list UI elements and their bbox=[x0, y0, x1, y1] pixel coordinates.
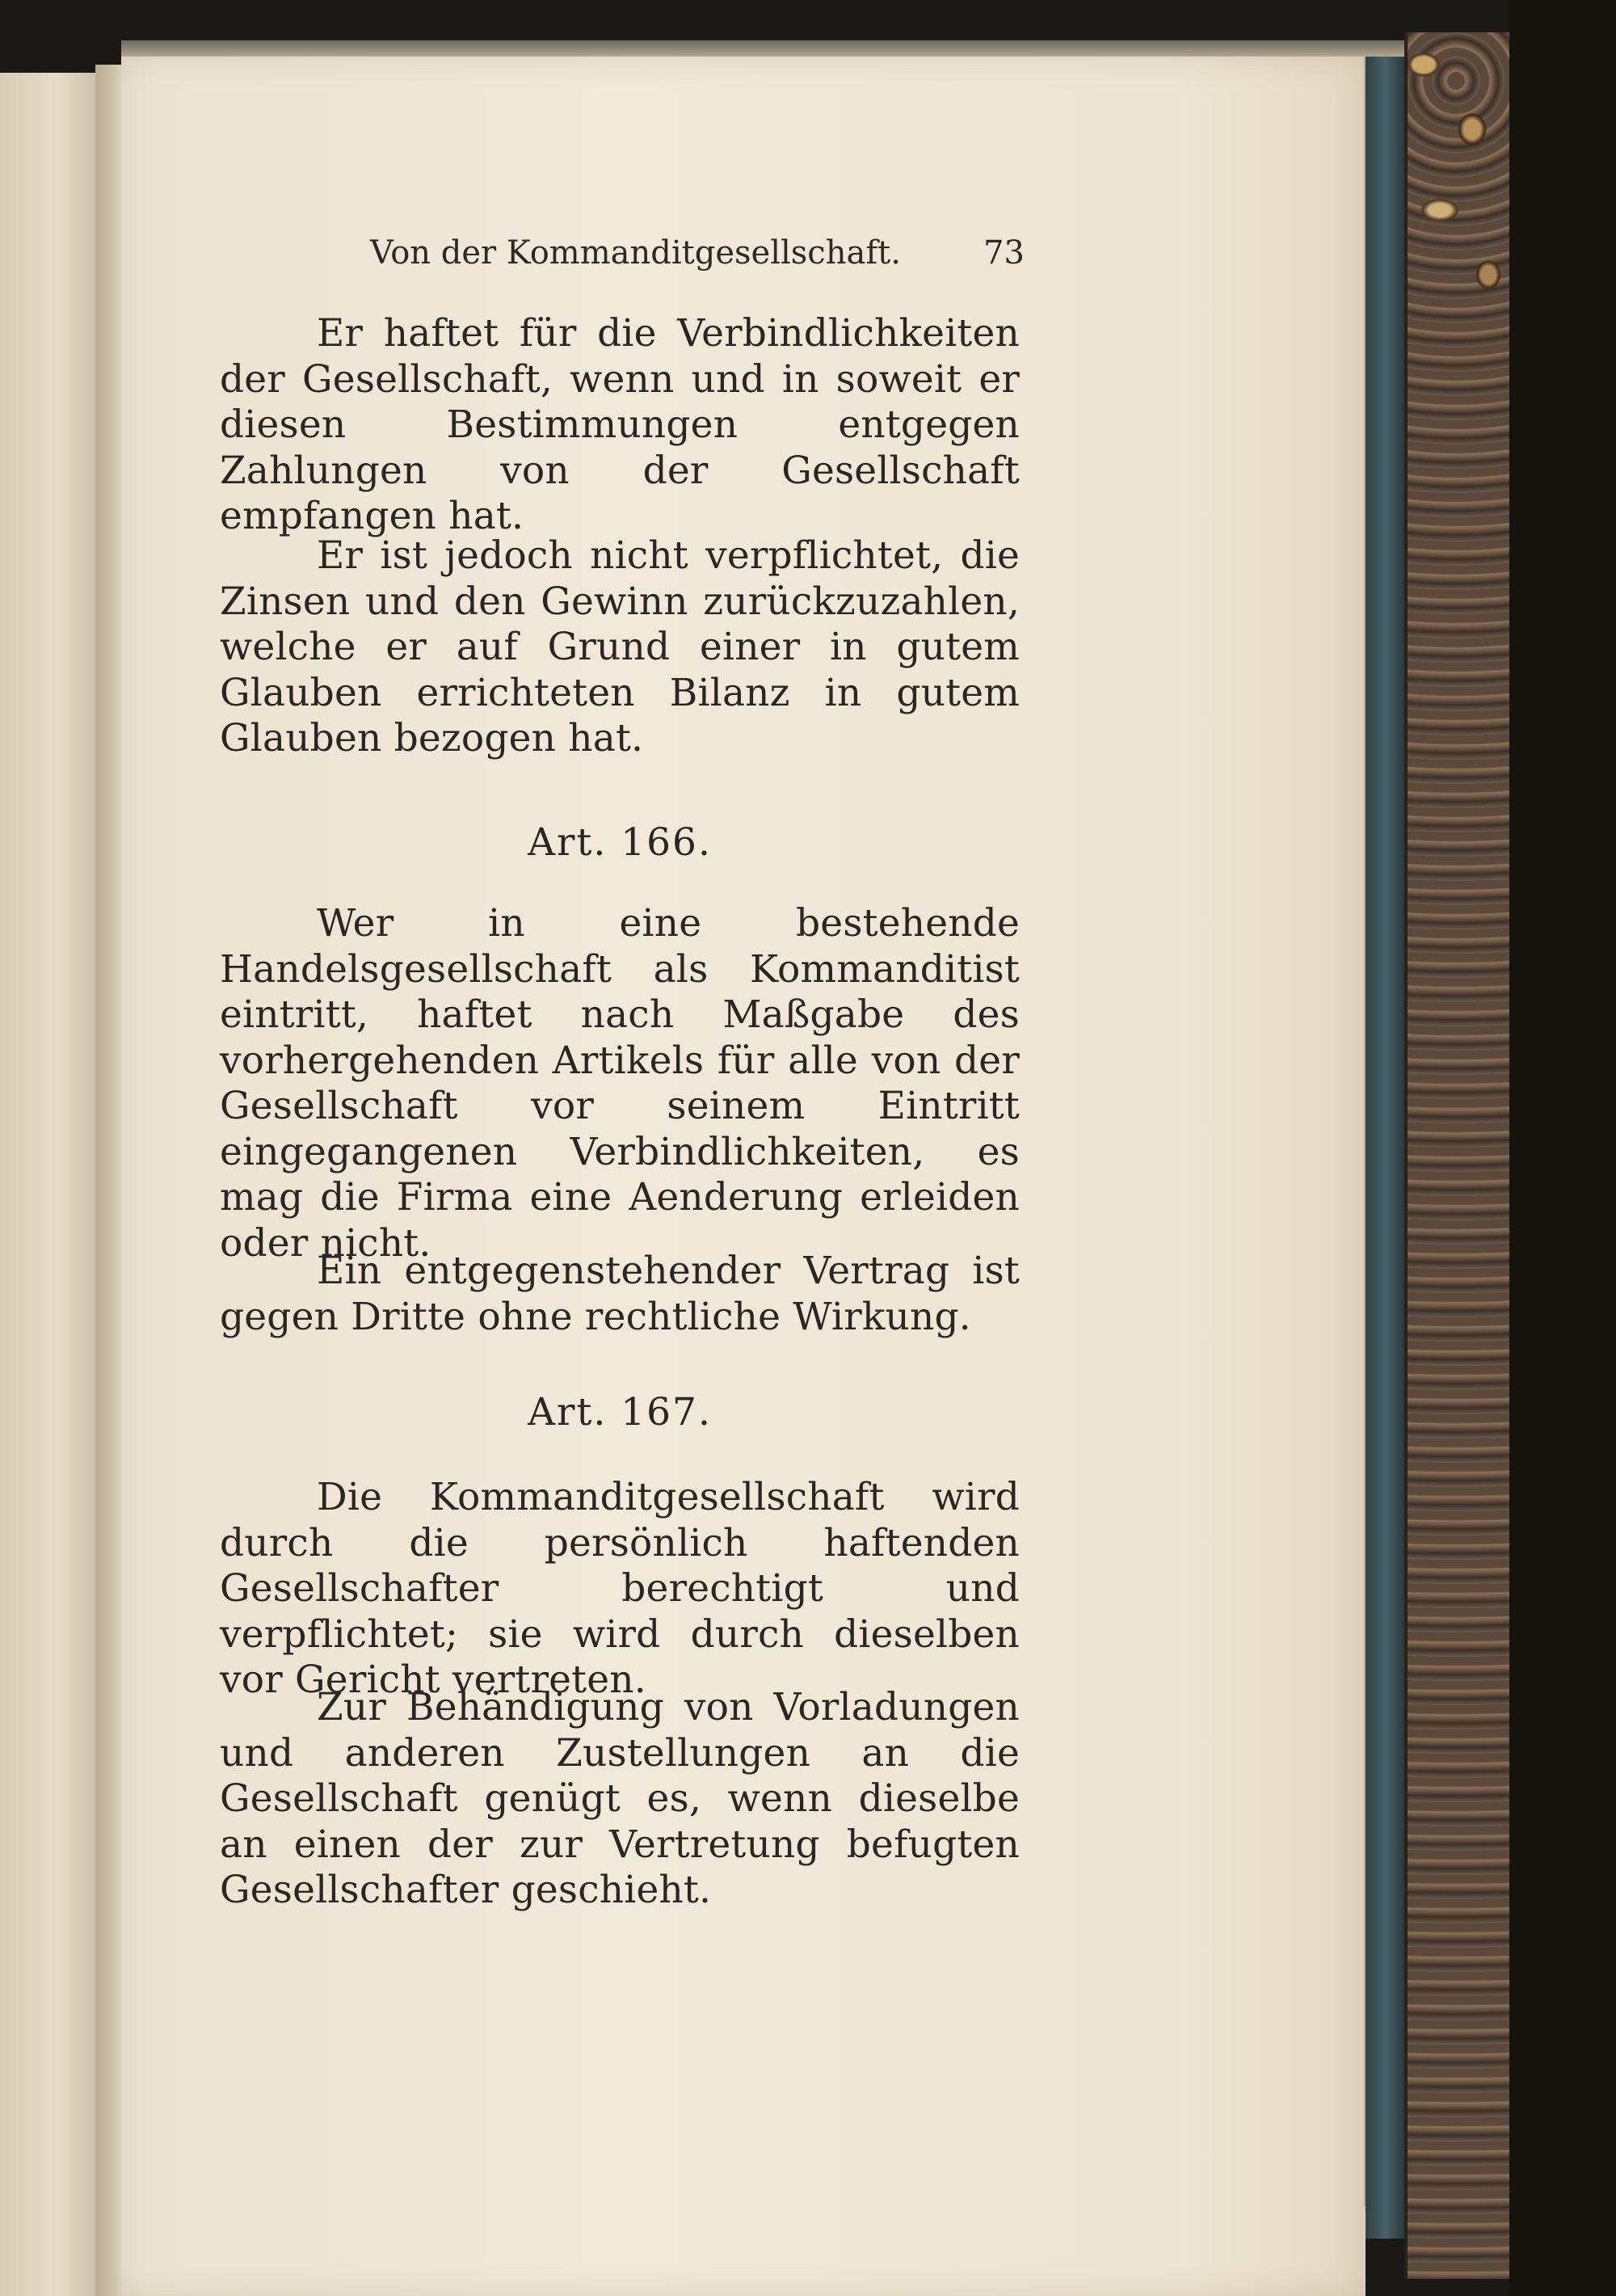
page-number: 73 bbox=[983, 234, 1025, 272]
running-head bbox=[370, 234, 1025, 283]
paragraph-interest-exemption: Er ist jedoch nicht verpflichtet, die Zinsen und den Gewinn zurückzuzahlen, welche er auf Grund einer in gutem Glauben errichteten Bilanz in gutem Glauben bezogen hat. bbox=[220, 533, 1020, 760]
background-shadow bbox=[1509, 0, 1616, 2296]
article-heading-166: Art. 166. bbox=[528, 820, 712, 865]
paragraph-representation: Die Kommanditgesellschaft wird durch die persönlich haftenden Gesellschafter berechtigt und verpflichtet; sie wird durch dieselben vor Gericht vertreten. bbox=[220, 1475, 1020, 1702]
marbled-cover bbox=[1404, 32, 1513, 2279]
paragraph-service-of-process: Zur Behändigung von Vorladungen und anderen Zustellungen an die Gesellschaft genügt es, wenn dieselbe an einen der zur Vertretung befugten Gesellschafter geschieht. bbox=[220, 1685, 1020, 1912]
paragraph-contrary-contract: Ein entgegenstehender Vertrag ist gegen Dritte ohne rechtliche Wirkung. bbox=[220, 1249, 1020, 1339]
paragraph-entering-partner: Wer in eine bestehende Handelsgesellschaft als Kommanditist eintritt, haftet nach Maßgabe des vorhergehenden Artikels für alle von der Gesellschaft vor seinem Eintritt eingegangenen Verbindlichkeiten, es mag die Firma eine Aenderung erleiden oder nicht. bbox=[220, 901, 1020, 1266]
cover-board-edge bbox=[1366, 57, 1404, 2239]
paragraph-liability: Er haftet für die Verbindlichkeiten der Gesellschaft, wenn und in soweit er diesen Bestimmungen entgegen Zahlungen von der Gesellschaft empfangen hat. bbox=[220, 311, 1020, 538]
running-title: Von der Kommanditgesellschaft. bbox=[370, 234, 901, 272]
previous-page-edge bbox=[0, 73, 98, 2296]
article-heading-167: Art. 167. bbox=[528, 1390, 712, 1434]
